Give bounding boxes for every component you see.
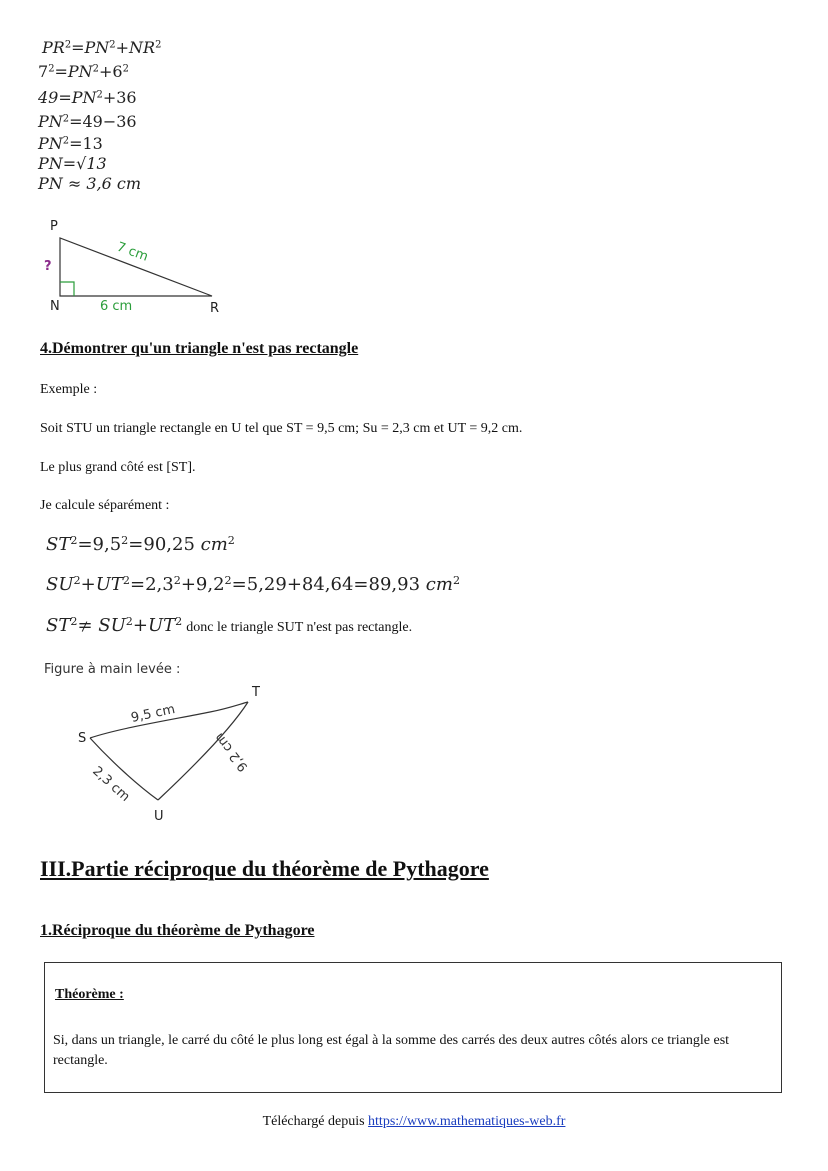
vertex-label-s: S <box>78 731 87 746</box>
calc-line-7: PN ≈ 3,6 cm <box>38 174 142 193</box>
footer <box>0 1114 828 1130</box>
calc-line-2: $7^2=PN^2+6^2$ <box>38 62 129 81</box>
equation-conclusion: $ST^2= SU^2+UT^2$ donc le triangle SUT n'est pas rectangle. <box>46 614 413 636</box>
calc-line-3: $49=PN^2+36$ <box>38 88 137 107</box>
vertex-label-r: R <box>210 301 220 316</box>
footer-link[interactable]: https://www.mathematiques-web.fr <box>368 1114 566 1129</box>
calc-line-4: $PN^2=49-36$ <box>38 112 137 131</box>
side-ut-length-label: 9,2 cm <box>211 729 252 775</box>
theorem-box <box>44 962 782 1093</box>
vertex-label-n: N <box>50 299 60 314</box>
side-st-length-label: 9,5 cm <box>129 701 177 726</box>
freehand-figure-caption: Figure à main levée : <box>44 662 181 677</box>
calc-line-5: $PN^2=13$ <box>38 134 103 153</box>
triangle-pnr-figure <box>40 212 240 318</box>
section-3-title: III.Partie réciproque du théorème de Pythagore <box>40 856 489 881</box>
calc-line-6: PN=√13 <box>38 154 107 173</box>
longest-side-text: Le plus grand côté est [ST]. <box>40 460 196 475</box>
calc-intro-text: Je calcule séparément : <box>40 498 170 513</box>
equation-su-ut-sum: $SU^2+UT^2=2,3^2+9,2^2=5,29+84,64=89,93$ $cm^2$ <box>46 573 461 595</box>
base-length-label: 6 cm <box>100 299 133 314</box>
example-label: Exemple : <box>40 382 98 397</box>
hypotenuse-length-label: 7 cm <box>114 239 151 265</box>
vertex-label-t: T <box>252 685 260 700</box>
triangle-stu-freehand-figure <box>70 680 280 830</box>
equation-st-squared: $ST^2=9,5^2=90,25$ $cm^2$ <box>46 533 235 555</box>
vertex-label-u: U <box>154 809 164 824</box>
subsection-1-title: 1.Réciproque du théorème de Pythagore <box>40 922 315 939</box>
conclusion-text: donc le triangle SUT n'est pas rectangle. <box>186 620 413 635</box>
theorem-box-title: Théorème : <box>55 987 124 1002</box>
not-equal-sign: = <box>77 615 93 636</box>
theorem-box-text: Si, dans un triangle, le carré du côté le plus long est égal à la somme des carrés des deux autres côtés alors ce triangle est rectangle. <box>53 1033 730 1068</box>
calc-line-1: $PR^2=PN^2+NR^2$ <box>42 38 162 57</box>
footer-prefix: Téléchargé depuis <box>262 1114 369 1129</box>
vertex-label-p: P <box>50 219 58 234</box>
section-4-title: 4.Démontrer qu'un triangle n'est pas rectangle <box>40 340 359 357</box>
side-su-length-label: 2,3 cm <box>89 763 133 805</box>
unknown-side-label: ? <box>44 259 52 274</box>
example-statement: Soit STU un triangle rectangle en U tel que ST = 9,5 cm; Su = 2,3 cm et UT = 9,2 cm. <box>40 421 523 436</box>
right-angle-mark <box>60 282 74 296</box>
